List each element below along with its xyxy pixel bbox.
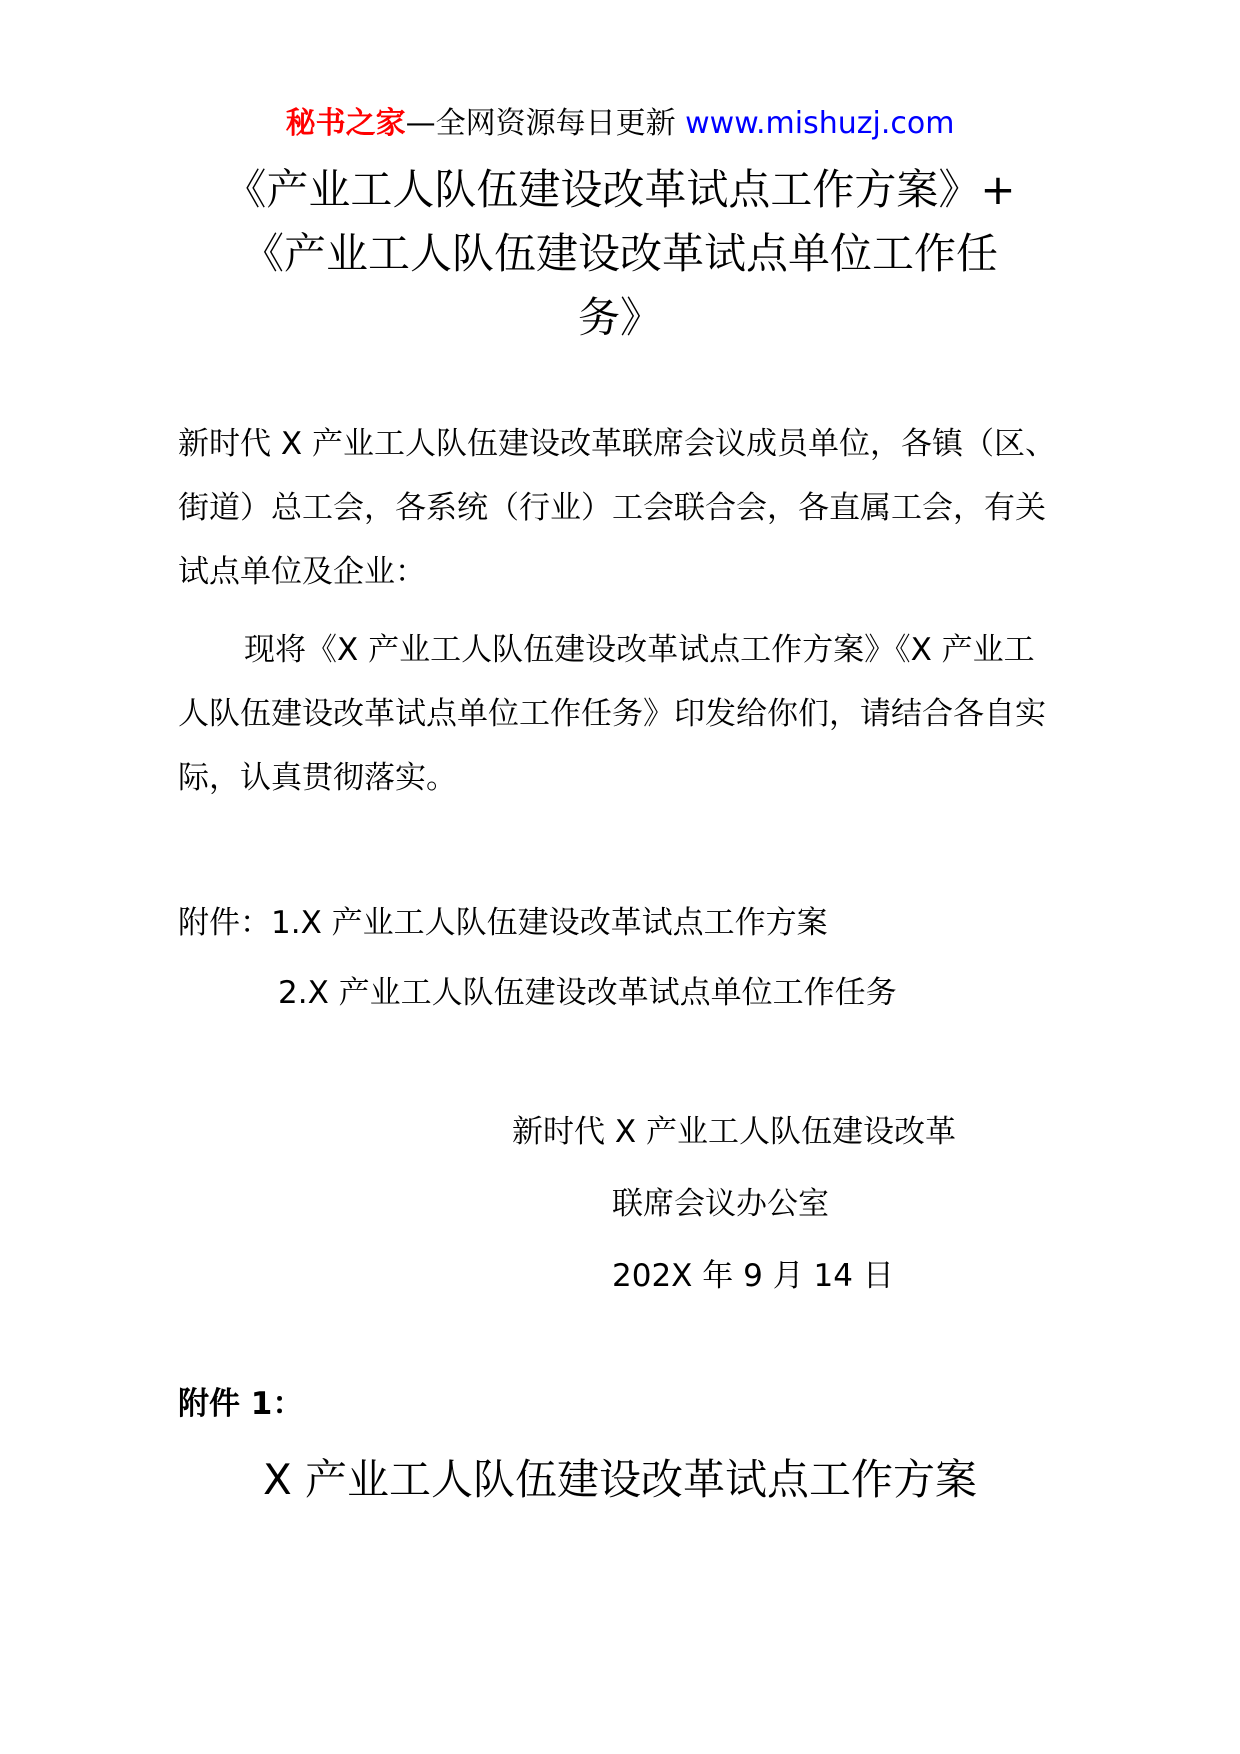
annex-label: 附件 1： xyxy=(178,1386,304,1422)
title-line-3: 务》 xyxy=(577,293,662,342)
document-title xyxy=(190,158,1050,350)
signature-block xyxy=(512,1096,956,1312)
signature-org-line-1: 新时代 X 产业工人队伍建设改革 xyxy=(512,1114,956,1150)
title-line-1: 《产业工人队伍建设改革试点工作方案》+ xyxy=(224,165,1016,214)
addressee-paragraph: 新时代 X 产业工人队伍建设改革联席会议成员单位，各镇（区、街道）总工会，各系统（行业）工会联合会，各直属工会，有关试点单位及企业： xyxy=(178,426,1056,590)
header-tagline: —全网资源每日更新 xyxy=(405,106,676,141)
body-paragraph: 现将《X 产业工人队伍建设改革试点工作方案》《X 产业工人队伍建设改革试点单位工作任务》印发给你们，请结合各自实际，认真贯彻落实。 xyxy=(178,632,1046,796)
annex-title: X 产业工人队伍建设改革试点工作方案 xyxy=(262,1455,978,1504)
attachment-item-1: 附件：1.X 产业工人队伍建设改革试点工作方案 xyxy=(178,905,828,941)
site-header xyxy=(0,104,1240,144)
brand-name: 秘书之家 xyxy=(285,106,406,141)
title-line-2: 《产业工人队伍建设改革试点单位工作任 xyxy=(241,229,998,278)
signature-date: 202X 年 9 月 14 日 xyxy=(612,1258,894,1294)
site-url-link[interactable]: www.mishuzj.com xyxy=(685,106,955,141)
attachment-item-2: 2.X 产业工人队伍建设改革试点单位工作任务 xyxy=(278,975,897,1011)
signature-org-line-2: 联席会议办公室 xyxy=(612,1186,829,1222)
attachment-list xyxy=(178,888,897,1028)
